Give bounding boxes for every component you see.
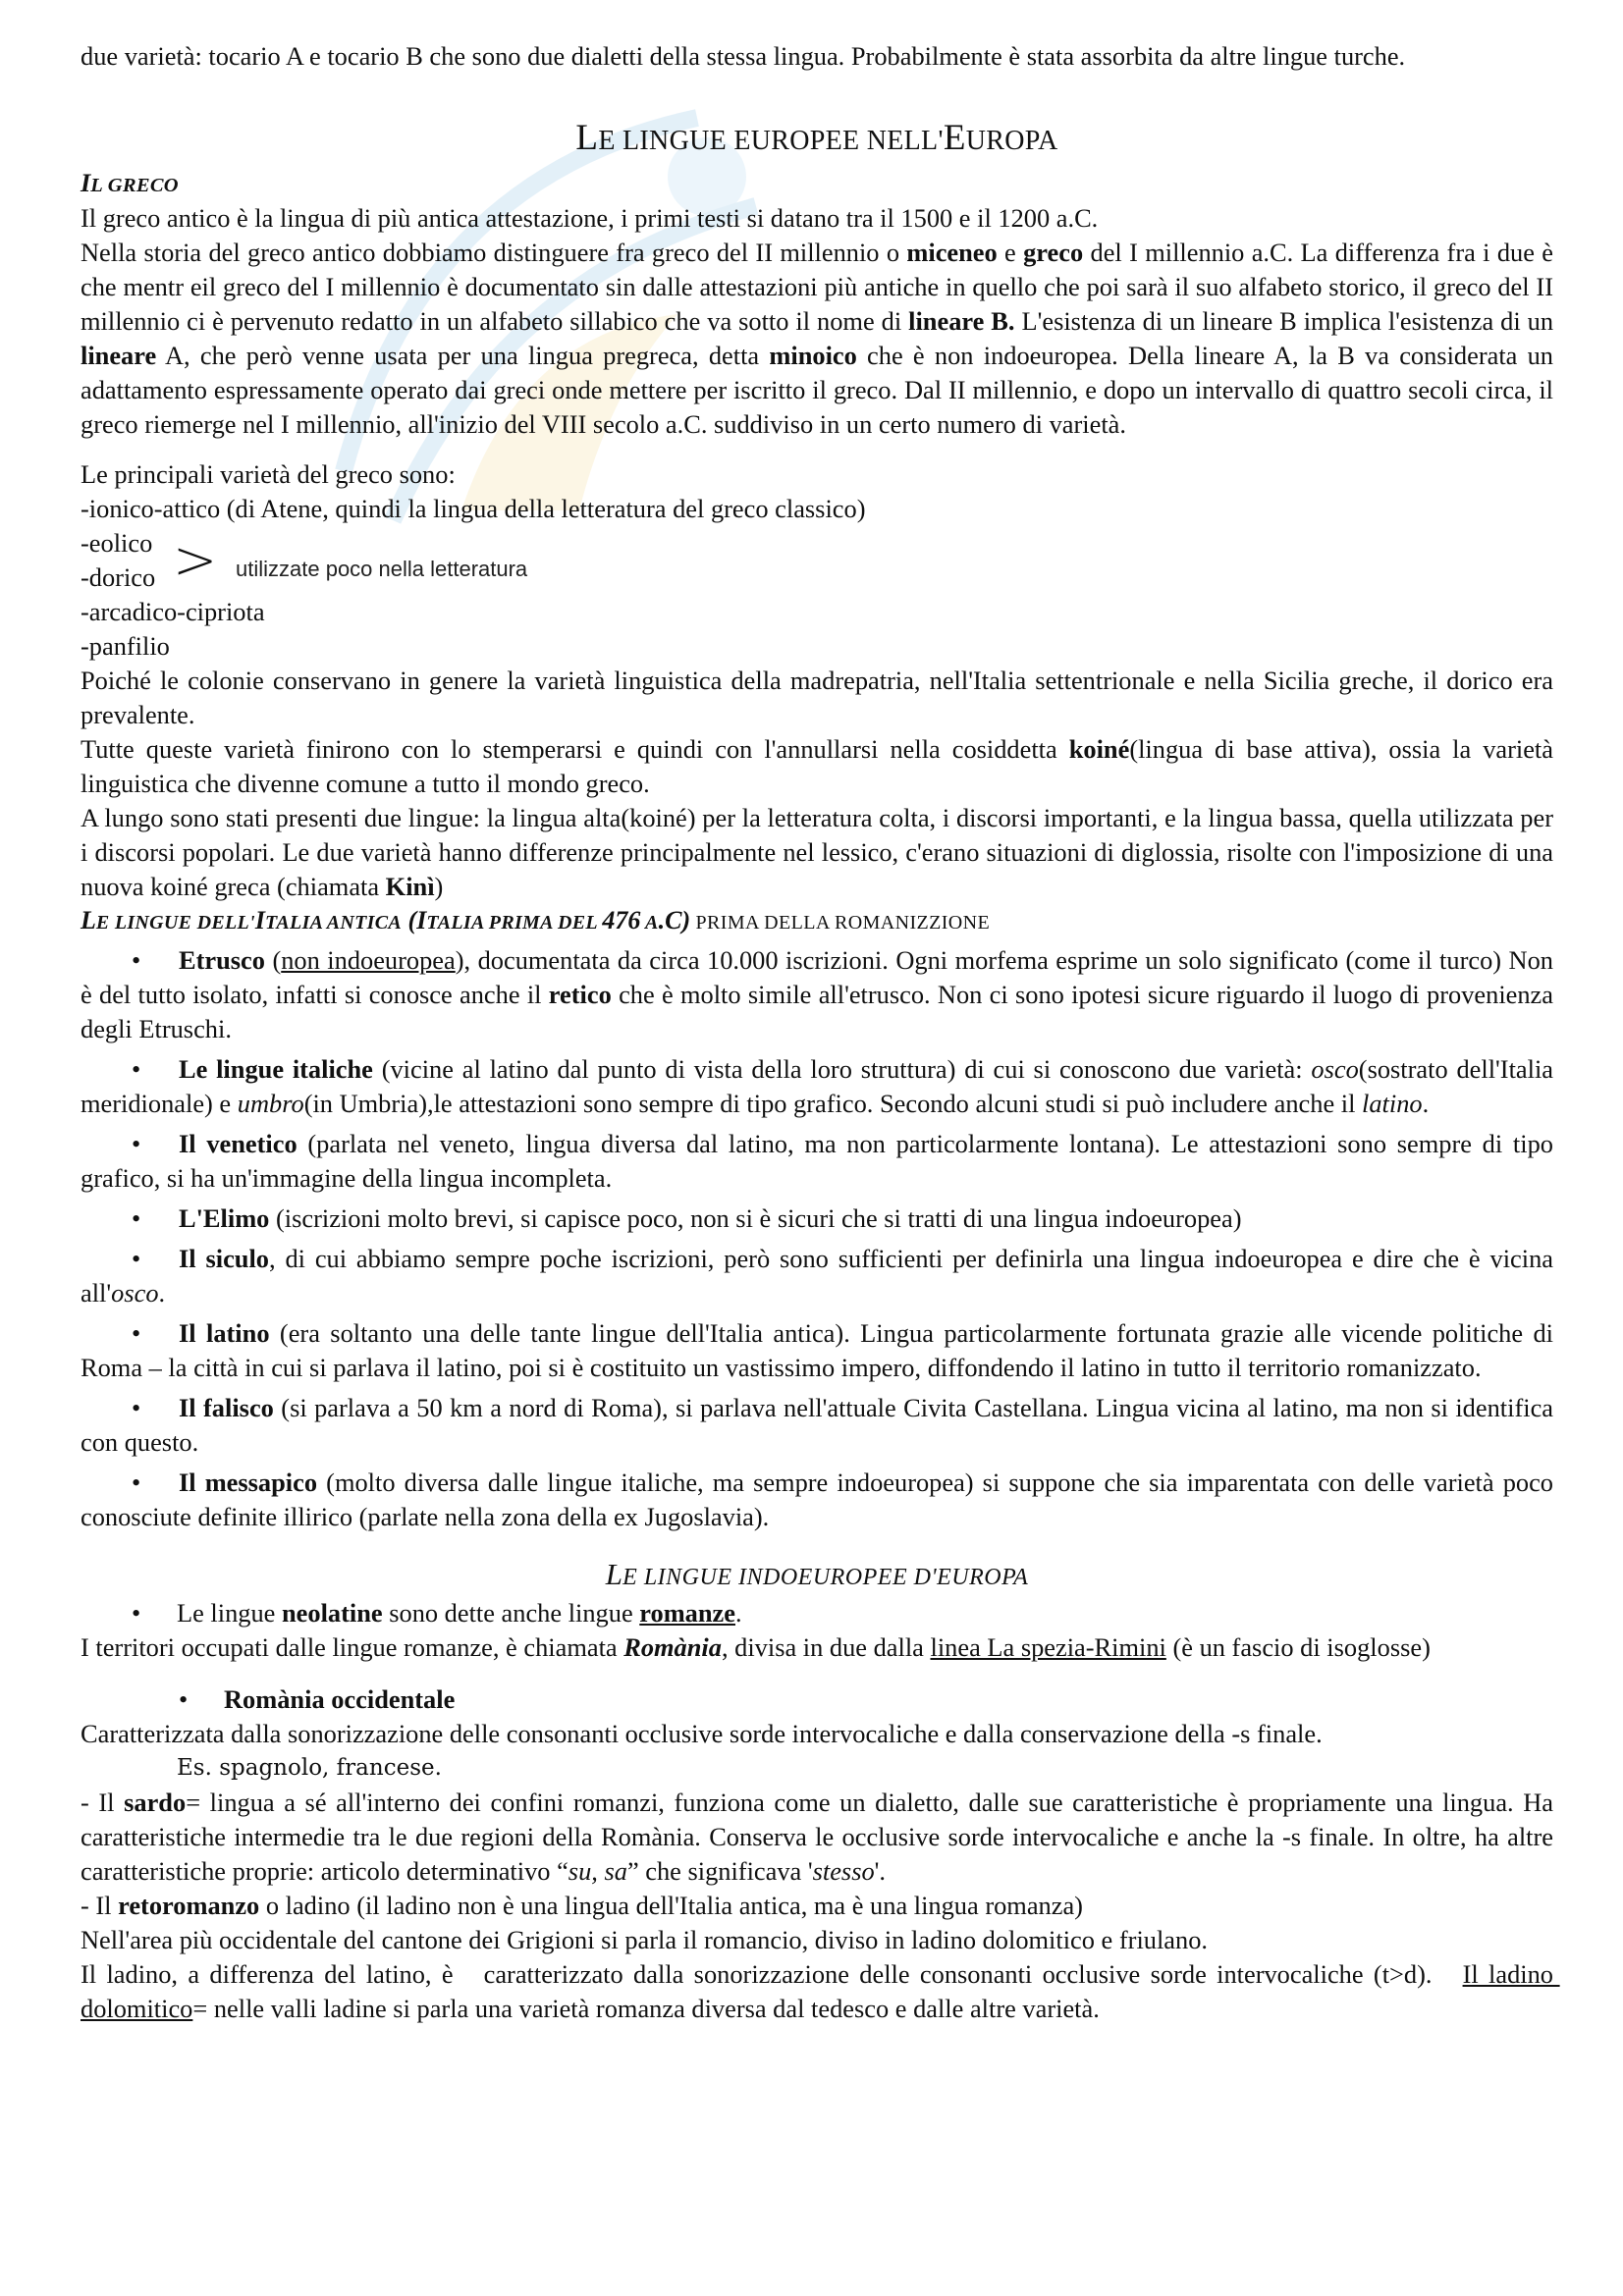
greco-paragraph-1: Il greco antico è la lingua di più antica attestazione, i primi testi si datano tra il 1500 e il 1200 a.C. bbox=[81, 203, 1099, 233]
variety-item: -panfilio bbox=[81, 631, 170, 661]
bullet-icon: • bbox=[132, 1203, 141, 1233]
variety-item: -eolico bbox=[81, 528, 153, 558]
grigioni-paragraph: Nell'area più occidentale del cantone dei Grigioni si parla il romancio, diviso in ladino dolomitico e friulano. bbox=[81, 1925, 1209, 1954]
list-item-siculo: • Il siculo, di cui abbiamo sempre poche iscrizioni, però sono sufficienti per definirla una lingua indoeuropea e dire che è vicina all'osco. bbox=[81, 1244, 1553, 1308]
sardo-paragraph: - Il sardo= lingua a sé all'interno dei confini romanzi, funziona come un dialetto, dalle sue caratteristiche è propriamente una lingua. Ha caratteristiche intermedie tra le due regioni della Romània. Conserva le occlusive sorde intervocaliche e anche la -s finale. In oltre, ha altre caratteristiche proprie: articolo determinativo “su, sa” che significava 'stesso'. bbox=[81, 1788, 1554, 1886]
list-item-elimo: • L'Elimo (iscrizioni molto brevi, si capisce poco, non si è sicuri che si tratti di una lingua indoeuropea) bbox=[81, 1201, 1553, 1236]
bullet-icon: • bbox=[132, 1054, 141, 1084]
list-item-latino: • Il latino (era soltanto una delle tante lingue dell'Italia antica). Lingua particolarmente fortunata grazie alle vicende politiche di Roma – la città in cui si parlava il latino, poi si è costituito un vastissimo impero, diffondendo il latino in tutto il territorio romanizzato. bbox=[81, 1318, 1553, 1382]
ladino-paragraph: Il ladino, a differenza del latino, è caratterizzato dalla sonorizzazione delle consonanti occlusive sorde intervocaliche (t>d). Il ladino dolomitico= nelle valli ladine si parla una varietà romanza diversa dal tedesco e dalle altre varietà. bbox=[81, 1959, 1560, 2023]
heading-lingue-indoeuropee: LE LINGUE INDOEUROPEE D'EUROPA bbox=[605, 1557, 1029, 1591]
list-item-falisco: • Il falisco (si parlava a 50 km a nord di Roma), si parlava nell'attuale Civita Castellana. Lingua vicina al latino, ma non si identifica con questo. bbox=[81, 1393, 1553, 1457]
heading-romania-occidentale: • Romània occidentale bbox=[179, 1682, 1553, 1717]
list-item-lingue-italiche: • Le lingue italiche (vicine al latino dal punto di vista della loro struttura) di cui si conoscono due varietà: osco(sostrato dell'Italia meridionale) e umbro(in Umbria),le attestazioni sono sempre di tipo grafico. Secondo alcuni studi si può includere anche il latino. bbox=[81, 1054, 1553, 1118]
greco-paragraph-5: A lungo sono stati presenti due lingue: la lingua alta(koiné) per la letteratura colta, i discorsi importanti, e la lingua bassa, quella utilizzata per i discorsi popolari. Le due varietà hanno differenze principalmente nel lessico, c'erano situazioni di diglossia, risolte con l'imposizione di una nuova koiné greca (chiamata Kinì) bbox=[81, 803, 1553, 901]
list-item-messapico: • Il messapico (molto diversa dalle lingue italiche, ma sempre indoeuropea) si suppone che sia imparentata con delle varietà poco conosciute definite illirico (parlate nella zona della ex Jugoslavia). bbox=[81, 1468, 1553, 1531]
brace-note: utilizzate poco nella letteratura bbox=[236, 557, 528, 581]
intro-paragraph: due varietà: tocario A e tocario B che sono due dialetti della stessa lingua. Probabilmente è stata assorbita da altre lingue turche. bbox=[81, 41, 1406, 71]
variety-brace-group bbox=[81, 526, 1553, 595]
document-page bbox=[81, 39, 1560, 2026]
greco-paragraph-4: Tutte queste varietà finirono con lo stemperarsi e quindi con l'annullarsi nella cosiddetta koiné(lingua di base attiva), ossia la varietà linguistica che divenne comune a tutto il mondo greco. bbox=[81, 734, 1553, 798]
list-item-neolatine: • Le lingue neolatine sono dette anche lingue romanze. bbox=[132, 1596, 1553, 1630]
varieties-intro: Le principali varietà del greco sono: bbox=[81, 459, 456, 489]
heading-il-greco: IL GRECO bbox=[81, 168, 179, 197]
greco-varieties-list bbox=[81, 457, 1553, 664]
variety-item: -ionico-attico (di Atene, quindi la lingua della letteratura del greco classico) bbox=[81, 494, 866, 523]
variety-item: -dorico bbox=[81, 562, 156, 592]
bullet-icon: • bbox=[179, 1684, 189, 1714]
variety-item: -arcadico-cipriota bbox=[81, 597, 265, 626]
romania-paragraph: I territori occupati dalle lingue romanze, è chiamata Romània, divisa in due dalla linea La spezia-Rimini (è un fascio di isoglosse) bbox=[81, 1632, 1431, 1662]
title-lingue-europee: LE LINGUE EUROPEE NELL'EUROPA bbox=[575, 118, 1058, 158]
bullet-icon: • bbox=[132, 1393, 141, 1422]
example-line: Es. spagnolo, francese. bbox=[177, 1755, 442, 1781]
list-item-venetico: • Il venetico (parlata nel veneto, lingua diversa dal latino, ma non particolarmente lontana). Le attestazioni sono sempre di tipo grafico, si ha un'immagine della lingua incompleta. bbox=[81, 1129, 1553, 1193]
retoromanzo-paragraph: - Il retoromanzo o ladino (il ladino non è una lingua dell'Italia antica, ma è una lingua romanza) bbox=[81, 1891, 1083, 1920]
bullet-icon: • bbox=[132, 1129, 141, 1158]
bullet-icon: • bbox=[132, 1244, 141, 1273]
greco-paragraph-3: Poiché le colonie conservano in genere la varietà linguistica della madrepatria, nell'Italia settentrionale e nella Sicilia greche, il dorico era prevalente. bbox=[81, 666, 1553, 729]
greco-paragraph-2: Nella storia del greco antico dobbiamo distinguere fra greco del II millennio o miceneo e greco del I millennio a.C. La differenza fra i due è che mentr eil greco del I millennio è documentato sin dalle attestazioni più antiche in quello che poi sarà il suo alfabeto storico, il greco del II millennio ci è pervenuto redatto in un alfabeto sillabico che va sotto il nome di lineare B. L'esistenza di un lineare B implica l'esistenza di un lineare A, che però venne usata per una lingua pregreca, detta minoico che è non indoeuropea. Della lineare A, la B va considerata un adattamento espressamente operato dai greci onde mettere per iscritto il greco. Dal II millennio, e dopo un intervallo di quattro secoli circa, il greco riemerge nel I millennio, all'inizio del VIII secolo a.C. suddiviso in un certo numero di varietà. bbox=[81, 238, 1554, 439]
list-item-etrusco: • Etrusco (non indoeuropea), documentata da circa 10.000 iscrizioni. Ogni morfema esprime un solo significato (come il turco) Non è del tutto isolato, infatti si conosce anche il retico che è molto simile all'etrusco. Non ci sono ipotesi sicure riguardo il luogo di provenienza degli Etruschi. bbox=[81, 945, 1553, 1043]
bullet-icon: • bbox=[132, 1318, 141, 1348]
brace-arrow-icon: > bbox=[173, 529, 218, 591]
occidentale-paragraph: Caratterizzata dalla sonorizzazione delle consonanti occlusive sorde intervocaliche e dalla conservazione della -s finale. bbox=[81, 1719, 1323, 1748]
bullet-icon: • bbox=[132, 1598, 141, 1628]
bullet-icon: • bbox=[132, 945, 141, 975]
bullet-icon: • bbox=[132, 1468, 141, 1497]
heading-lingue-italia-antica: LE LINGUE DELL'ITALIA ANTICA (ITALIA PRIMA DEL 476 A.C) PRIMA DELLA ROMANIZZIONE bbox=[81, 906, 991, 934]
